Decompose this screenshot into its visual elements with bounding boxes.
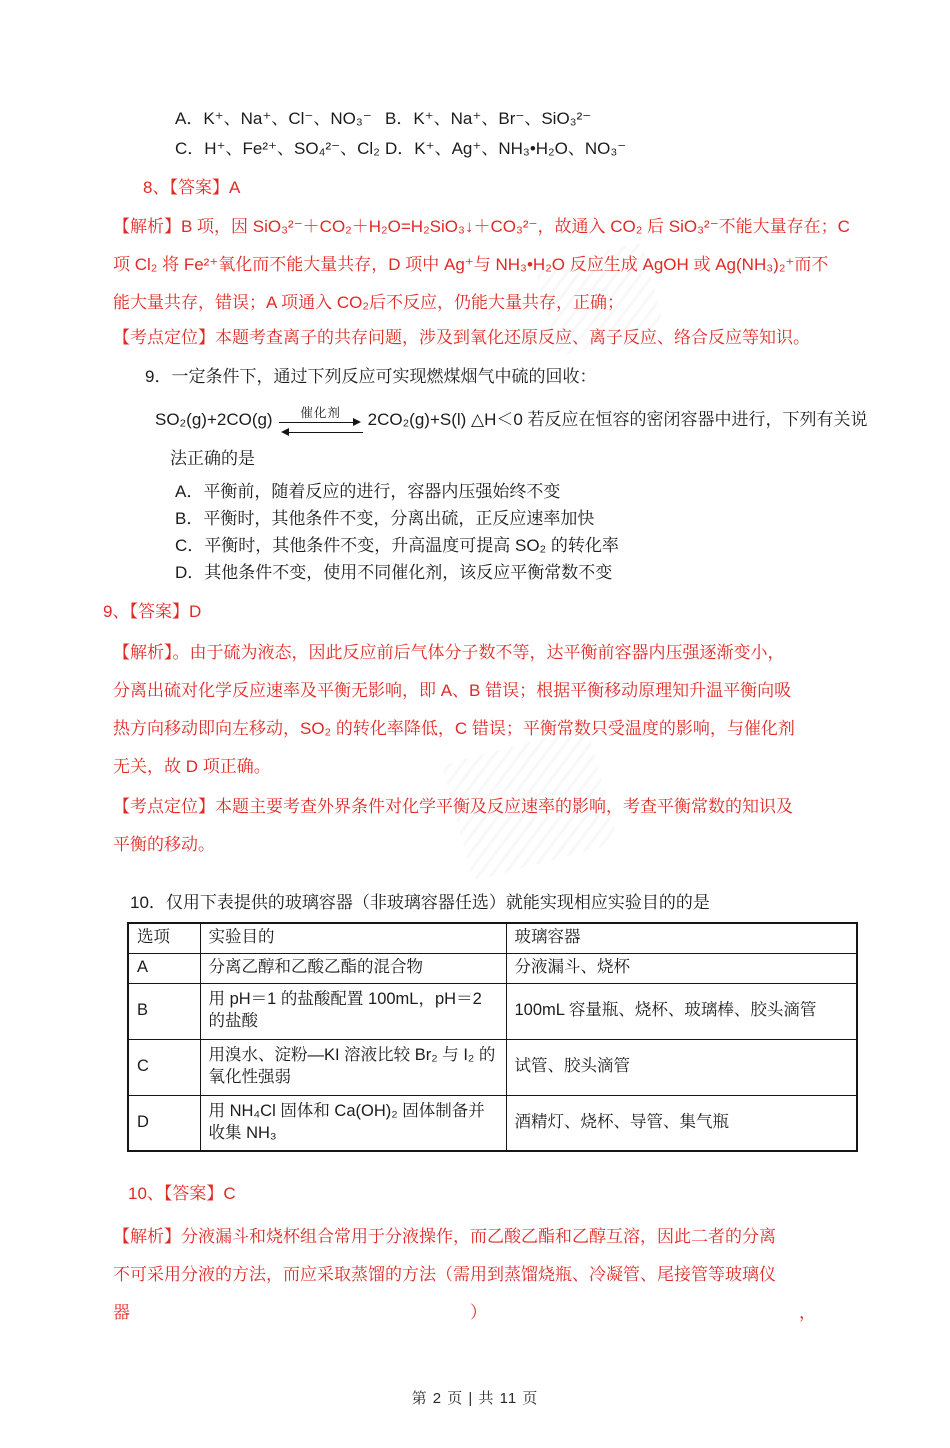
cell-glassware: 试管、胶头滴管 [506,1039,857,1095]
cell-option: A [128,953,200,983]
q8-analysis-line: 项 Cl₂ 将 Fe²⁺氧化而不能大量共存，D 项中 Ag⁺与 NH₃•H₂O 反应生成 AgOH 或 Ag(NH₃)₂⁺而不 [113,255,829,274]
q9-options [175,478,950,586]
q8-option-c: C．H⁺、Fe²⁺、SO₄²⁻、Cl₂ [175,139,380,158]
cell-option: B [128,983,200,1039]
sparse-right: ， [799,1303,816,1322]
reversible-arrows-icon [277,421,365,434]
cell-purpose: 用 NH₄Cl 固体和 Ca(OH)₂ 固体制备并收集 NH₃ [200,1095,506,1151]
q9-analysis-line: 热方向移动即向左移动，SO₂ 的转化率降低，C 错误；平衡常数只受温度的影响，与催化剂 [113,719,795,738]
q10-answer: 10、【答案】C [128,1184,236,1203]
q9-stem-continuation: 法正确的是 [170,449,255,468]
q10-analysis [113,1218,879,1332]
q10-analysis-line-sparse [113,1294,879,1332]
q9-analysis-line: 分离出硫对化学反应速率及平衡无影响，即 A、B 错误；根据平衡移动原理知升温平衡向吸 [113,681,792,700]
q9-keypoint-line: 【考点定位】本题主要考查外界条件对化学平衡及反应速率的影响，考查平衡常数的知识及 [113,797,793,816]
q9-option-b: B．平衡时，其他条件不变，分离出硫，正反应速率加快 [175,509,595,528]
q8-option-b: B．K⁺、Na⁺、Br⁻、SiO₃²⁻ [385,109,592,128]
cell-option: D [128,1095,200,1151]
q8-analysis-line: 【解析】B 项，因 SiO₃²⁻＋CO₂＋H₂O=H₂SiO₃↓＋CO₃²⁻，故通入 CO₂ 后 SiO₃²⁻不能大量存在；C [113,217,850,236]
q9-analysis-line: 【解析】。由于硫为液态，因此反应前后气体分子数不等，达平衡前容器内压强逐渐变小， [113,643,785,662]
q8-option-a: A．K⁺、Na⁺、Cl⁻、NO₃⁻ [175,109,372,128]
q8-option-d: D．K⁺、Ag⁺、NH₃•H₂O、NO₃⁻ [385,139,627,158]
q9-keypoint-line: 平衡的移动。 [113,835,215,854]
cell-purpose: 用 pH＝1 的盐酸配置 100mL，pH＝2 的盐酸 [200,983,506,1039]
q8-option-row-2 [175,134,910,164]
table-header-row [128,923,857,953]
equilibrium-arrow-icon [277,406,365,433]
sparse-left: 器 [113,1303,130,1322]
q9-answer: 9、【答案】D [103,602,202,621]
q8-answer: 8、【答案】A [143,178,241,197]
cell-glassware: 100mL 容量瓶、烧杯、玻璃棒、胶头滴管 [506,983,857,1039]
document-page [0,104,950,1407]
q10-analysis-line: 【解析】分液漏斗和烧杯组合常用于分液操作，而乙酸乙酯和乙醇互溶，因此二者的分离 [113,1227,776,1246]
q9-equation-right: 2CO₂(g)+S(l) △H＜0 若反应在恒容的密闭容器中进行，下列有关说 [367,410,868,429]
col-header-purpose: 实验目的 [200,923,506,953]
q8-analysis-line: 能大量共存，错误；A 项通入 CO₂后不反应，仍能大量共存，正确； [113,293,624,312]
cell-option: C [128,1039,200,1095]
col-header-option: 选项 [128,923,200,953]
cell-purpose: 用溴水、淀粉—KI 溶液比较 Br₂ 与 I₂ 的氧化性强弱 [200,1039,506,1095]
cell-purpose: 分离乙醇和乙酸乙酯的混合物 [200,953,506,983]
q9-option-c: C．平衡时，其他条件不变，升高温度可提高 SO₂ 的转化率 [175,536,619,555]
q10-stem: 10．仅用下表提供的玻璃容器（非玻璃容器任选）就能实现相应实验目的的是 [130,893,710,912]
q8-analysis [113,208,879,322]
table-row [128,1095,857,1151]
q9-option-a: A．平衡前，随着反应的进行，容器内压强始终不变 [175,482,561,501]
q9-equation [155,398,950,442]
q9-option-d: D．其他条件不变，使用不同催化剂，该反应平衡常数不变 [175,563,613,582]
q10-analysis-line: 不可采用分液的方法，而应采取蒸馏的方法（需用到蒸馏烧瓶、冷凝管、尾接管等玻璃仪 [113,1265,776,1284]
table-row [128,953,857,983]
q9-stem: 9．一定条件下，通过下列反应可实现燃煤烟气中硫的回收： [145,367,597,386]
q10-table [127,922,858,1152]
q8-options [175,104,910,164]
q9-keypoint [113,788,879,864]
table-row [128,983,857,1039]
q9-analysis-line: 无关，故 D 项正确。 [113,757,271,776]
sparse-middle: ） [470,1303,487,1322]
q8-option-row-1 [175,104,910,134]
q9-analysis [113,634,879,786]
q8-keypoint: 【考点定位】本题考查离子的共存问题，涉及到氧化还原反应、离子反应、络合反应等知识。 [113,328,810,347]
catalyst-label: 催化剂 [300,406,341,421]
page-footer: 第 2 页 | 共 11 页 [411,1390,539,1407]
cell-glassware: 酒精灯、烧杯、导管、集气瓶 [506,1095,857,1151]
cell-glassware: 分液漏斗、烧杯 [506,953,857,983]
col-header-glassware: 玻璃容器 [506,923,857,953]
table-row [128,1039,857,1095]
q9-equation-left: SO₂(g)+2CO(g) [155,410,273,429]
